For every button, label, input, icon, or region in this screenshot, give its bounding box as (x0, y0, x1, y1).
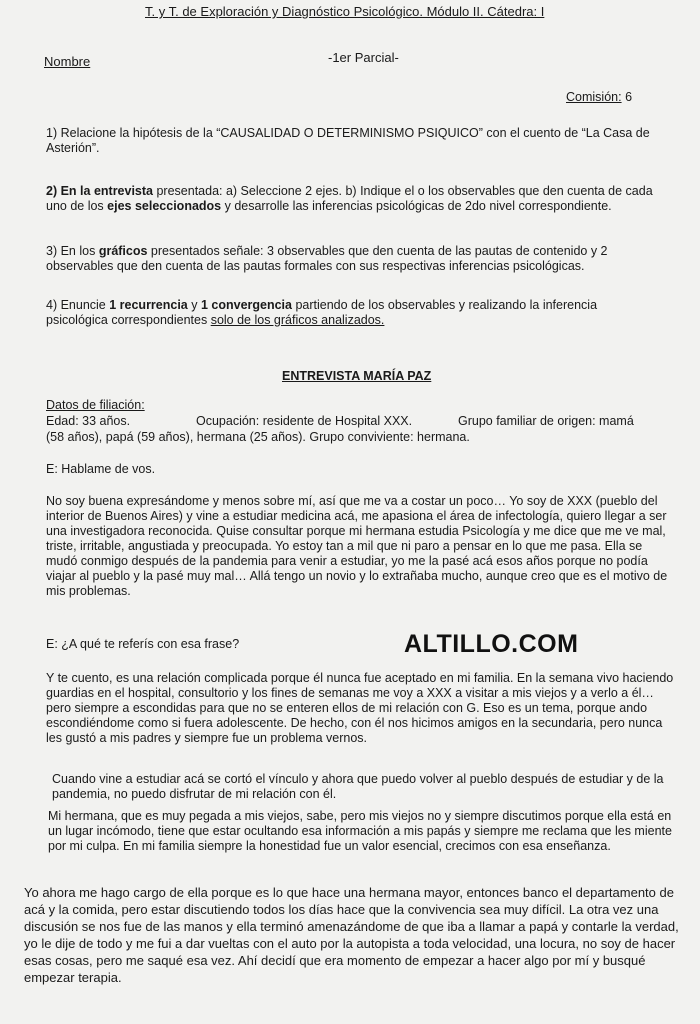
age: Edad: 33 años. (46, 414, 131, 428)
question-2-keyword-2: ejes seleccionados (107, 199, 222, 213)
question-4-keyword-2: 1 convergencia (200, 298, 292, 312)
filiation-line-2: (58 años), papá (59 años), hermana (25 años). Grupo conviviente: hermana. (46, 430, 470, 444)
interviewer-line-1: E: Hablame de vos. (46, 462, 156, 476)
question-2 (46, 184, 661, 214)
family-origin: Grupo familiar de origen: mamá (458, 414, 634, 428)
commission (566, 90, 632, 104)
occupation: Ocupación: residente de Hospital XXX. (196, 414, 413, 428)
patient-answer-4: Mi hermana, que es muy pegada a mis viejos, sabe, pero mis viejos no y siempre discutimos porque ella está en un lugar incómodo, tiene que estar ocultando esa información a mis papás y siempre me reclama que les miente por mi culpa. En mi familia siempre la honestidad fue un valor esencial, crecimos con esa enseñanza. (48, 809, 672, 853)
question-3-keyword: gráficos (98, 244, 148, 258)
patient-answer-3: Cuando vine a estudiar acá se cortó el vínculo y ahora que puedo volver al pueblo después de estudiar y de la pandemia, no puedo disfrutar de mi relación con él. (52, 772, 664, 801)
question-2-part-e: y desarrolle las inferencias psicológicas de 2do nivel correspondiente. (221, 199, 612, 213)
question-1: 1) Relacione la hipótesis de la “CAUSALIDAD O DETERMINISMO PSIQUICO” con el cuento de “La Casa de Asterión”. (46, 126, 650, 155)
question-4-part-a: 4) Enuncie (46, 298, 110, 312)
question-3-part-c: presentados señale: 3 observables que den cuenta de las pautas de contenido y 2 observables que den cuenta de las pautas formales con sus respectivas inferencias psicológicas. (46, 244, 608, 273)
question-2-part-a: 2) En la (46, 184, 94, 198)
patient-answer-2: Y te cuento, es una relación complicada porque él nunca fue aceptado en mi familia. En la semana vivo haciendo guardias en el hospital, consultorio y los fines de semanas me voy a XXX a visitar a mis viejos y a verlo a él… pero siempre a escondidas para que no se enteren ellos de mi relación con G. Eso es un tema, porque ando escondiéndome como si fuera adolescente. De hecho, con él nos hicimos amigos en la secundaria, pero nunca les gustó a mis padres y siempre fue un problema vernos. (46, 671, 674, 745)
commission-value: 6 (625, 90, 633, 104)
course-title: T. y T. de Exploración y Diagnóstico Psicológico. Módulo II. Cátedra: I (145, 4, 545, 19)
interview-title: ENTREVISTA MARÍA PAZ (282, 369, 432, 383)
question-4-part-f: solo de los gráficos analizados. (210, 313, 385, 327)
watermark: ALTILLO.COM (404, 630, 579, 658)
question-4-part-c: y (187, 298, 201, 312)
name-label: Nombre (44, 54, 91, 69)
interviewer-line-2: E: ¿A qué te referís con esa frase? (46, 637, 240, 651)
filiation-label: Datos de filiación: (46, 398, 145, 412)
commission-label: Comisión: (566, 90, 622, 104)
exam-title: -1er Parcial- (328, 50, 399, 65)
question-4-part-e: partiendo de los observables y realizando la inferencia psicológica correspondientes (46, 298, 598, 327)
question-4-keyword-1: 1 recurrencia (109, 298, 188, 312)
question-3-part-a: 3) En los (46, 244, 99, 258)
patient-answer-1: No soy buena expresándome y menos sobre mí, así que me va a costar un poco… Yo soy de XXX (pueblo del interior de Buenos Aires) y vine a estudiar medicina acá, me apasiona el área de infectología, quiero llegar a ser una investigadora reconocida. Quise consultar porque mi hermana estudia Psicología y me dice que me ve mal, triste, irritable, angustiada y preocupada. Yo estoy tan a mil que ni paro a pensar en lo que me pasa. Ella se mudó conmigo después de la pandemia para venir a estudiar, yo me la pasé acá esos años porque no podía viajar al pueblo y la pasé muy mal… Allá tengo un novio y lo extrañaba mucho, aunque creo que es el motivo de mis problemas. (46, 494, 668, 598)
question-3 (46, 244, 661, 274)
question-2-keyword: entrevista (93, 184, 153, 198)
patient-answer-5: Yo ahora me hago cargo de ella porque es lo que hace una hermana mayor, entonces banco el departamento de acá y la comida, pero estar discutiendo todos los días hace que la convivencia sea muy difícil. La otra vez una discusión se nos fue de las manos y ella terminó amenazándome de que iba a llamar a papá y contarle la verdad, yo le dije de todo y me fui a dar vueltas con el auto por la autopista a toda velocidad, una locura, no soy de hacer esas cosas, pero me saqué esa vez. Ahí decidí que era momento de empezar a hacer algo por mí y busqué empezar terapia. (24, 885, 679, 985)
question-4 (46, 298, 661, 328)
filiation-line-1 (46, 414, 686, 429)
question-2-part-c: presentada: a) Seleccione 2 ejes. b) Indique el o los observables que den cuenta de cada uno de los (46, 184, 653, 213)
